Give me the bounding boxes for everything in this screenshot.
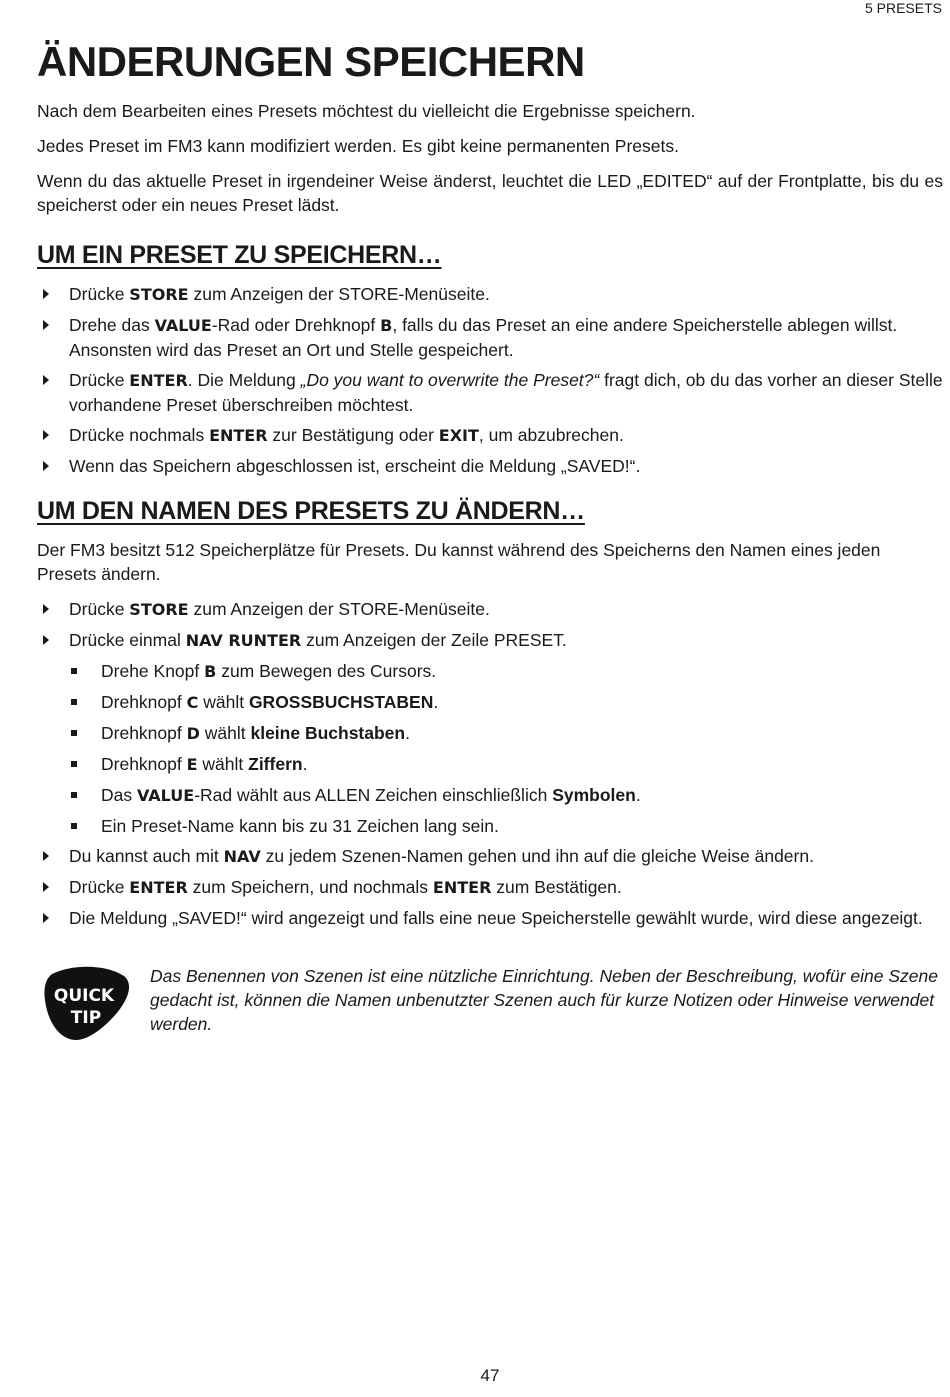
quick-tip-text: Das Benennen von Szenen ist eine nützliche Einrichtung. Neben der Beschreibung, wofür eine Szene gedacht ist, können die Namen unbenutzter Szenen auch für kurze Notizen oder Hinweise verwendet werden.	[150, 966, 939, 1034]
list-item: Drücke ENTER zum Speichern, und nochmals ENTER zum Bestätigen.	[37, 875, 943, 900]
arrow-bullet-icon	[43, 635, 49, 645]
arrow-bullet-icon	[43, 430, 49, 440]
section-save-heading: UM EIN PRESET ZU SPEICHERN…	[37, 241, 442, 269]
quick-tip-label-line2: TIP	[70, 1008, 102, 1028]
section-rename-heading: UM DEN NAMEN DES PRESETS ZU ÄNDERN…	[37, 497, 585, 525]
list-item: Du kannst auch mit NAV zu jedem Szenen-Namen gehen und ihn auf die gleiche Weise ändern.	[37, 844, 943, 869]
sub-list-item: Drehknopf E wählt Ziffern.	[37, 752, 943, 777]
intro-paragraph-2: Jedes Preset im FM3 kann modifiziert werden. Es gibt keine permanenten Presets.	[37, 136, 679, 156]
section-header: 5 PRESETS	[864, 0, 942, 16]
list-item: Drücke nochmals ENTER zur Bestätigung oder EXIT, um abzubrechen.	[37, 423, 943, 448]
arrow-bullet-icon	[43, 913, 49, 923]
quick-tip-pick-icon	[44, 966, 130, 1042]
intro-block	[37, 99, 943, 217]
arrow-bullet-icon	[43, 289, 49, 299]
list-item: Wenn das Speichern abgeschlossen ist, erscheint die Meldung „SAVED!“.	[37, 454, 943, 478]
list-item: Drücke einmal NAV RUNTER zum Anzeigen der Zeile PRESET.	[37, 628, 943, 653]
arrow-bullet-icon	[43, 461, 49, 471]
list-item: Drücke STORE zum Anzeigen der STORE-Menüseite.	[37, 282, 943, 307]
square-bullet-icon	[71, 761, 77, 767]
sub-list-item: Ein Preset-Name kann bis zu 31 Zeichen lang sein.	[37, 814, 943, 838]
sub-list-item: Drehe Knopf B zum Bewegen des Cursors.	[37, 659, 943, 684]
section-rename-intro: Der FM3 besitzt 512 Speicherplätze für Presets. Du kannst während des Speicherns den Namen eines jeden Presets ändern.	[37, 540, 881, 584]
list-item: Die Meldung „SAVED!“ wird angezeigt und falls eine neue Speicherstelle gewählt wurde, wird diese angezeigt.	[37, 906, 943, 930]
arrow-bullet-icon	[43, 320, 49, 330]
section-save	[37, 240, 943, 478]
arrow-bullet-icon	[43, 882, 49, 892]
sub-list-item: Drehknopf C wählt GROSSBUCHSTABEN.	[37, 690, 943, 715]
square-bullet-icon	[71, 792, 77, 798]
page-title: ÄNDERUNGEN SPEICHERN	[37, 38, 585, 85]
square-bullet-icon	[71, 668, 77, 674]
square-bullet-icon	[71, 823, 77, 829]
list-item: Drücke ENTER. Die Meldung „Do you want to overwrite the Preset?“ fragt dich, ob du das vorher an dieser Stelle vorhandene Preset überschreiben möchtest.	[37, 368, 943, 417]
list-item: Drehe das VALUE-Rad oder Drehknopf B, falls du das Preset an eine andere Speicherstelle ablegen willst. Ansonsten wird das Preset an Ort und Stelle gespeichert.	[37, 313, 943, 362]
arrow-bullet-icon	[43, 375, 49, 385]
page-number: 47	[480, 1366, 500, 1385]
square-bullet-icon	[71, 699, 77, 705]
square-bullet-icon	[71, 730, 77, 736]
intro-paragraph-3: Wenn du das aktuelle Preset in irgendeiner Weise änderst, leuchtet die LED „EDITED“ auf der Frontplatte, bis du es speicherst oder ein neues Preset lädst.	[37, 171, 943, 215]
intro-paragraph-1: Nach dem Bearbeiten eines Presets möchtest du vielleicht die Ergebnisse speichern.	[37, 101, 696, 121]
arrow-bullet-icon	[43, 604, 49, 614]
list-item: Drücke STORE zum Anzeigen der STORE-Menüseite.	[37, 597, 943, 622]
arrow-bullet-icon	[43, 851, 49, 861]
sub-list-item: Das VALUE-Rad wählt aus ALLEN Zeichen einschließlich Symbolen.	[37, 783, 943, 808]
quick-tip-label-line1: QUICK	[53, 986, 115, 1006]
section-rename	[37, 496, 943, 930]
sub-list-item: Drehknopf D wählt kleine Buchstaben.	[37, 721, 943, 746]
